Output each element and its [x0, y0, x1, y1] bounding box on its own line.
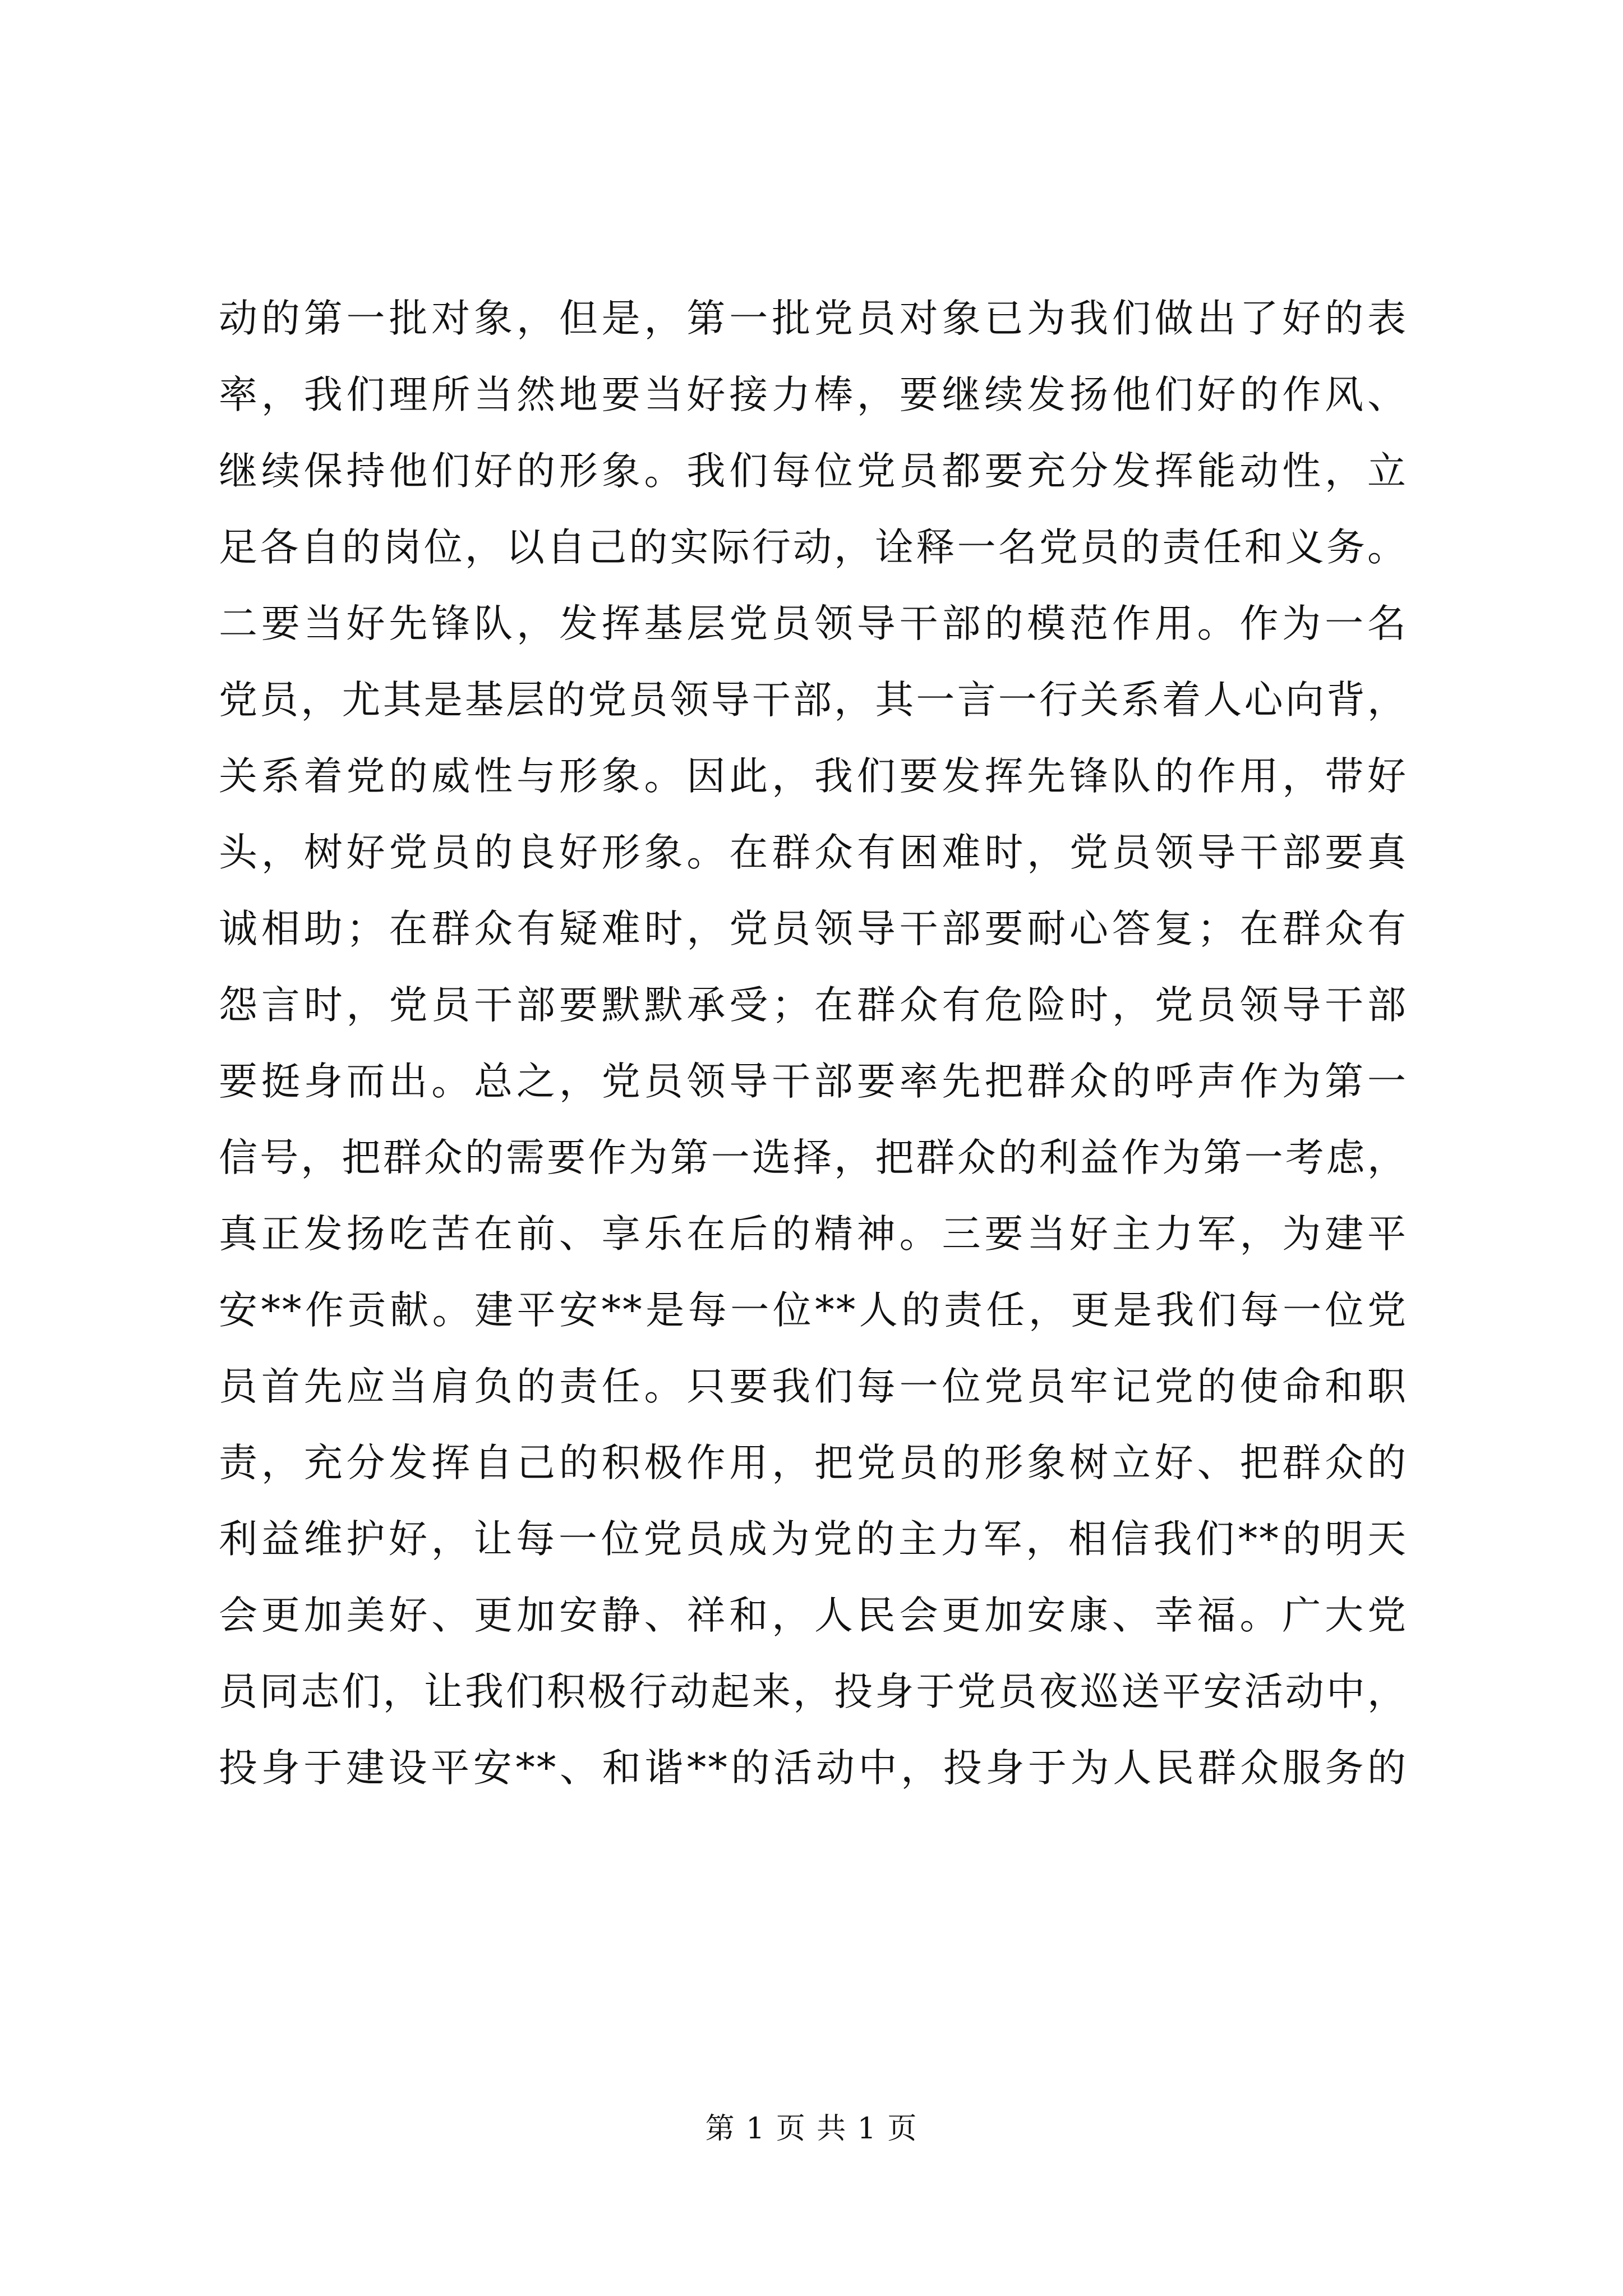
text-line-5: 二要当好先锋队，发挥基层党员领导干部的模范作用。作为一名: [219, 601, 1408, 646]
text-line-4: 足各自的岗位，以自己的实际行动，诠释一名党员的责任和义务。: [219, 525, 1408, 570]
text-line-18: 会更加美好、更加安静、祥和，人民会更加安康、幸福。广大党: [219, 1593, 1408, 1638]
text-line-14: 安**作贡献。建平安**是每一位**人的责任，更是我们每一位党: [219, 1288, 1408, 1333]
text-line-7: 关系着党的威性与形象。因此，我们要发挥先锋队的作用，带好: [219, 754, 1408, 799]
text-line-1: 动的第一批对象，但是，第一批党员对象已为我们做出了好的表: [219, 296, 1408, 341]
text-line-6: 党员，尤其是基层的党员领导干部，其一言一行关系着人心向背，: [219, 678, 1408, 723]
page-number: 第 1 页 共 1 页: [705, 2112, 918, 2146]
body-text: [219, 280, 1408, 1806]
text-line-19: 员同志们，让我们积极行动起来，投身于党员夜巡送平安活动中，: [219, 1669, 1408, 1714]
text-line-20: 投身于建设平安**、和谐**的活动中，投身于为人民群众服务的: [219, 1746, 1408, 1791]
text-line-10: 怨言时，党员干部要默默承受；在群众有危险时，党员领导干部: [219, 983, 1408, 1028]
text-line-17: 利益维护好，让每一位党员成为党的主力军，相信我们**的明天: [219, 1517, 1408, 1562]
text-line-15: 员首先应当肩负的责任。只要我们每一位党员牢记党的使命和职: [219, 1364, 1408, 1409]
text-line-16: 责，充分发挥自己的积极作用，把党员的形象树立好、把群众的: [219, 1441, 1408, 1485]
text-line-3: 继续保持他们好的形象。我们每位党员都要充分发挥能动性，立: [219, 449, 1408, 494]
text-line-8: 头，树好党员的良好形象。在群众有困难时，党员领导干部要真: [219, 830, 1408, 875]
text-line-11: 要挺身而出。总之，党员领导干部要率先把群众的呼声作为第一: [219, 1059, 1408, 1104]
text-line-9: 诚相助；在群众有疑难时，党员领导干部要耐心答复；在群众有: [219, 907, 1408, 951]
page-footer: [0, 2106, 1623, 2151]
text-line-12: 信号，把群众的需要作为第一选择，把群众的利益作为第一考虑，: [219, 1135, 1408, 1180]
text-line-13: 真正发扬吃苦在前、享乐在后的精神。三要当好主力军，为建平: [219, 1212, 1408, 1257]
text-line-2: 率，我们理所当然地要当好接力棒，要继续发扬他们好的作风、: [219, 372, 1408, 417]
